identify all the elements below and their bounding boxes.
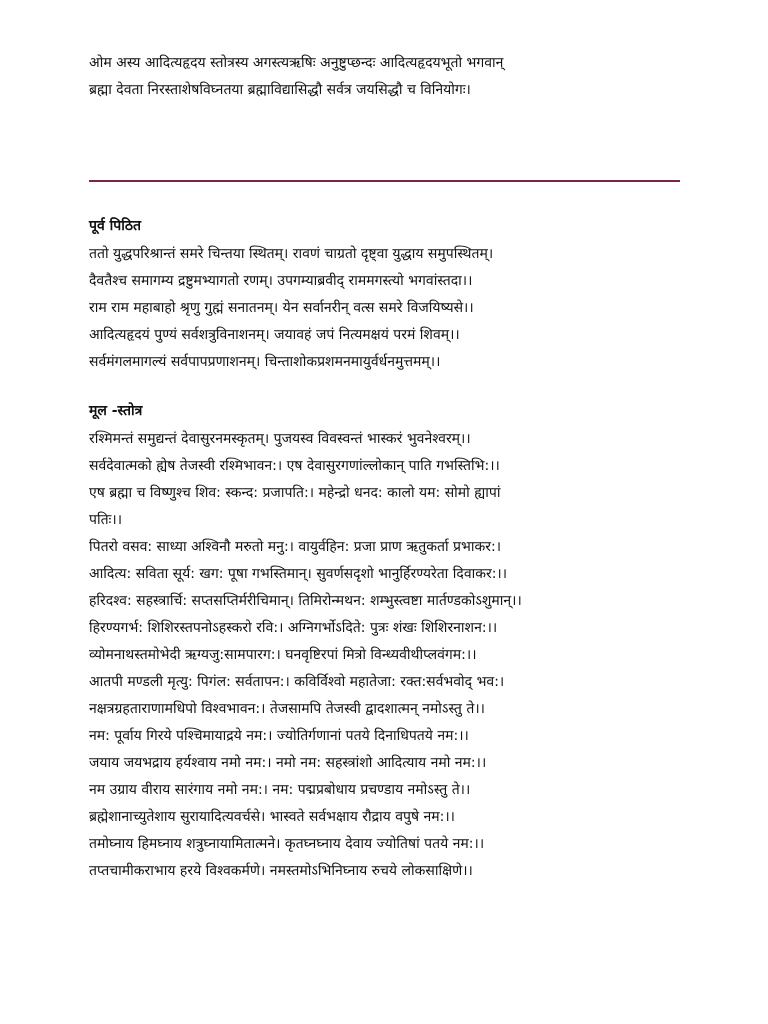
verse-line: पितरो वसव: साध्या अश्विनौ मरुतो मनु:। वायुर्वहिन: प्रजा प्राण ऋतुकर्ता प्रभाकर:। <box>89 539 501 555</box>
text-line: ब्रह्मा देवता निरस्ताशेषविघ्नतया ब्रह्माविद्यासिद्धौ सर्वत्र जयसिद्धौ च विनियोगः। <box>89 82 471 98</box>
verse-line: तप्तचामीकराभाय हरये विश्वकर्मणे। नमस्तमोऽभिनिघ्नाय रुचये लोकसाक्षिणे।। <box>89 863 473 879</box>
verse-line: आदित्यहृदयं पुण्यं सर्वशत्रुविनाशनम्। जयावहं जपं नित्यमक्षयं परमं शिवम्।। <box>89 327 460 343</box>
verse-line: आतपी मण्डली मृत्यु: पिगंल: सर्वतापन:। कविर्विश्वो महातेजा: रक्त:सर्वभवोद् भव:। <box>89 674 505 690</box>
verse-line: ब्रह्मेशानाच्युतेशाय सुरायादित्यवर्चसे। भास्वते सर्वभक्षाय रौद्राय वपुषे नम:।। <box>89 809 455 825</box>
viniyoga-paragraph <box>89 50 689 104</box>
verse-line: नम: पूर्वाय गिरये पश्चिमायाद्रये नम:। ज्योतिर्गणानां पतये दिनाधिपतये नम:।। <box>89 728 469 744</box>
verse-line: तमोघ्नाय हिमघ्नाय शत्रुघ्नायामितात्मने। कृतघ्नघ्नाय देवाय ज्योतिषां पतये नम:।। <box>89 836 485 852</box>
verse-line: सर्वमंगलमागल्यं सर्वपापप्रणाशनम्। चिन्ताशोकप्रशमनमायुर्वर्धनमुत्तमम्।। <box>89 354 441 370</box>
verse-line: राम राम महाबाहो श्रृणु गुह्मं सनातनम्। येन सर्वानरीन् वत्स समरे विजयिष्यसे।। <box>89 300 474 316</box>
verse-line: आदित्य: सविता सूर्य: खग: पूषा गभस्तिमान्। सुवर्णसदृशो भानुर्हिरण्यरेता दिवाकर:।। <box>89 566 508 582</box>
text-line: ओम अस्य आदित्यहृदय स्तोत्रस्य अगस्त्यऋषिः अनुष्टुप्छन्दः आदित्यहृदयभूतो भगवान् <box>89 55 504 71</box>
verse-line: नक्षत्रग्रहताराणामधिपो विश्वभावन:। तेजसामपि तेजस्वी द्वादशात्मन् नमोऽस्तु ते।। <box>89 701 485 717</box>
horizontal-divider <box>89 180 680 182</box>
section-purva-pithit <box>89 213 709 376</box>
verse-line: दैवतैश्च समागम्य द्रष्टुमभ्यागतो रणम्। उपगम्याब्रवीद् राममगस्त्यो भगवांस्तदा।। <box>89 273 473 289</box>
verse-line: रश्मिमन्तं समुद्यन्तं देवासुरनमस्कृतम्। पुजयस्व विवस्वन्तं भास्करं भुवनेश्वरम्।। <box>89 431 471 447</box>
verse-line: व्योमनाथस्तमोभेदी ऋग्यजु:सामपारग:। घनवृष्टिरपां मित्रो विन्ध्यवीथीप्लवंगम:।। <box>89 647 477 663</box>
verse-line: सर्वदेवात्मको ह्येष तेजस्वी रश्मिभावन:। एष देवासुरगणांल्लोकान् पाति गभस्तिभि:।। <box>89 458 500 474</box>
section-mool-stotra <box>89 398 709 885</box>
verse-line: पतिः।। <box>89 512 122 528</box>
section-heading: मूल -स्तोत्र <box>89 403 143 419</box>
section-heading: पूर्व पिठित <box>89 218 141 234</box>
verse-line: जयाय जयभद्राय हर्यश्वाय नमो नम:। नमो नम: सहस्त्रांशो आदित्याय नमो नम:।। <box>89 755 487 771</box>
verse-line: नम उग्राय वीराय सारंगाय नमो नम:। नम: पद्मप्रबोधाय प्रचण्डाय नमोऽस्तु ते।। <box>89 782 471 798</box>
verse-line: एष ब्रह्मा च विष्णुश्च शिव: स्कन्द: प्रजापति:। महेन्द्रो धनद: कालो यम: सोमो ह्यापां <box>89 485 501 501</box>
verse-line: हिरण्यगर्भ: शिशिरस्तपनोऽहस्करो रवि:। अग्निगर्भोऽदिते: पुत्रः शंखः शिशिरनाशन:।। <box>89 620 498 636</box>
verse-line: ततो युद्धपरिश्रान्तं समरे चिन्तया स्थितम्। रावणं चाग्रतो दृष्ट्वा युद्धाय समुपस्थितम्। <box>89 246 494 262</box>
verse-line: हरिदश्व: सहस्त्रार्चि: सप्तसप्तिर्मरीचिमान्। तिमिरोन्मथन: शम्भुस्त्वष्टा मार्तण्डकोऽशुमान्।। <box>89 593 522 609</box>
